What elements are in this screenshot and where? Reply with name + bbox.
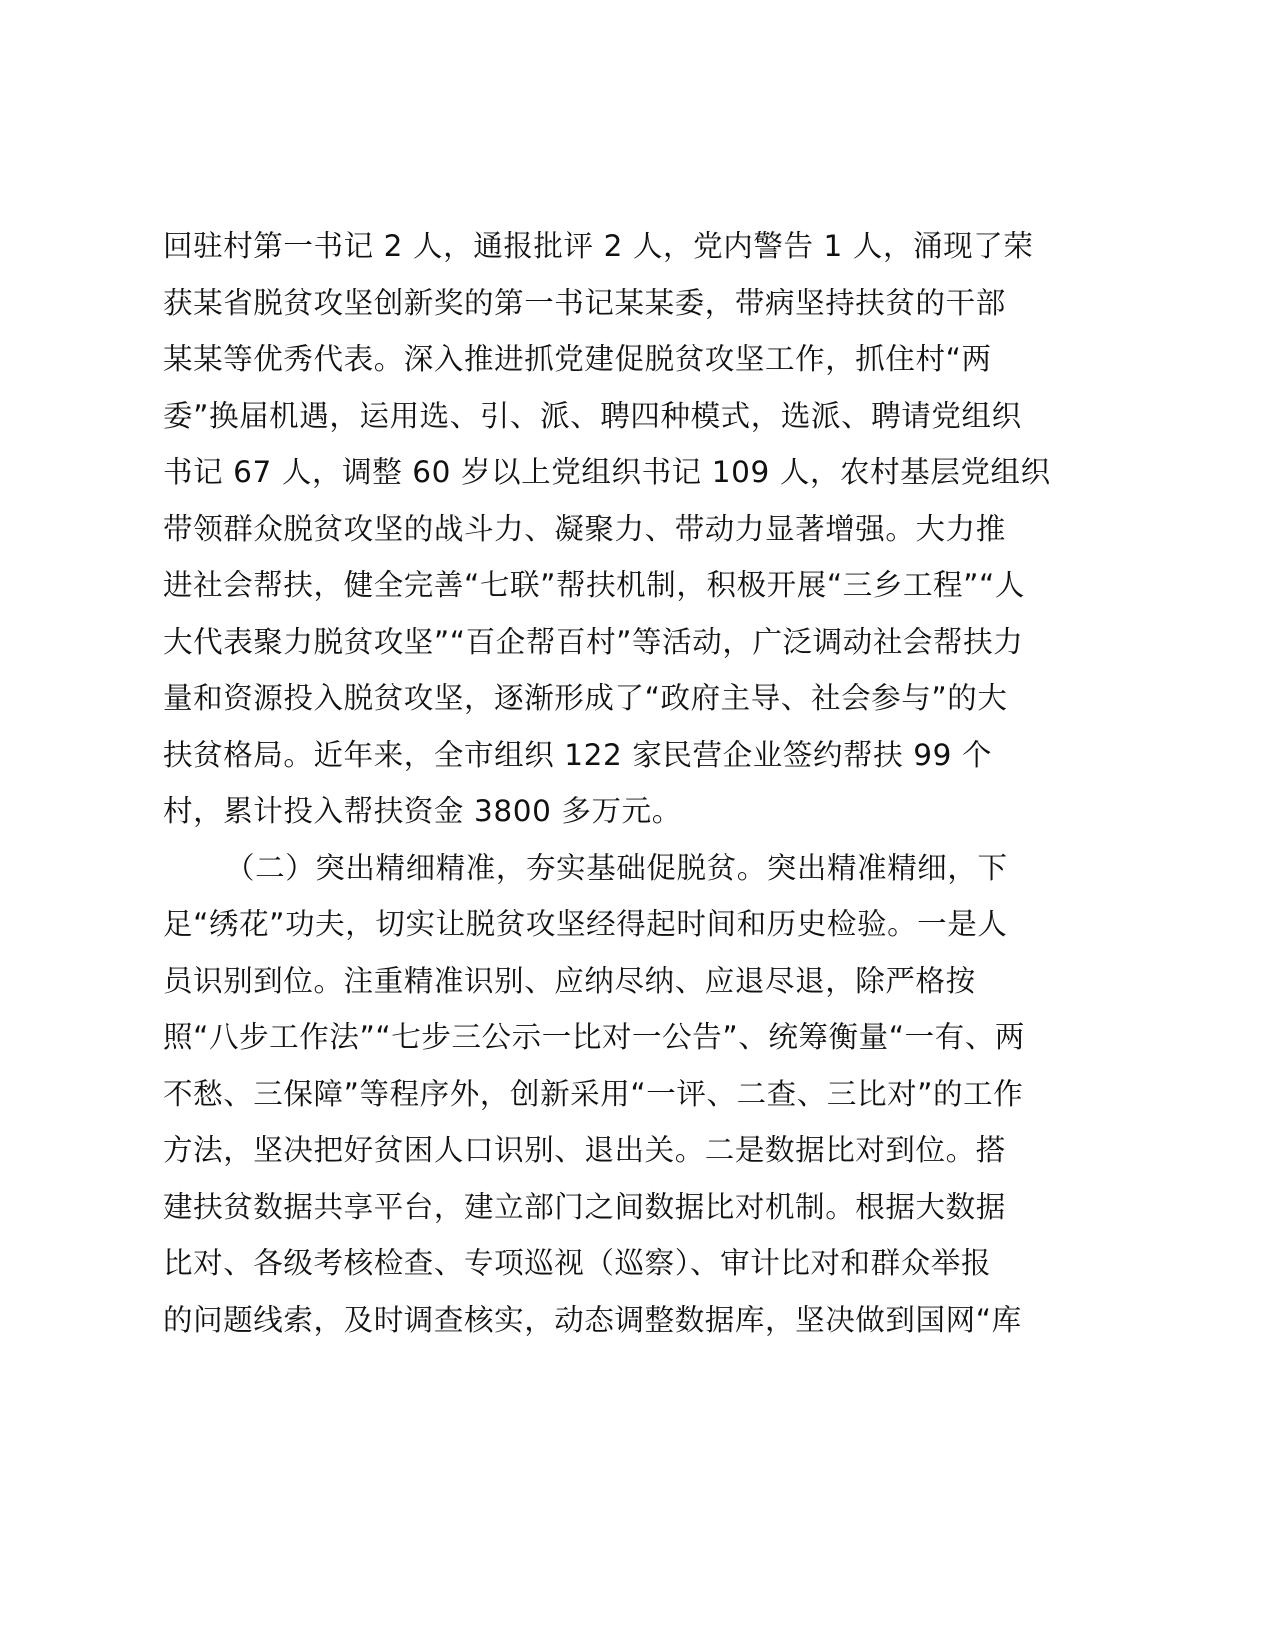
text-line: 不愁、三保障”等程序外，创新采用“一评、二查、三比对”的工作 bbox=[163, 1076, 1024, 1111]
text-line: 带领群众脱贫攻坚的战斗力、凝聚力、带动力显著增强。大力推 bbox=[163, 511, 1006, 546]
text-line: 比对、各级考核检查、专项巡视（巡察）、审计比对和群众举报 bbox=[163, 1246, 992, 1280]
text-line: 获某省脱贫攻坚创新奖的第一书记某某委，带病坚持扶贫的干部 bbox=[163, 285, 1006, 320]
text-line: 回驻村第一书记 2 人，通报批评 2 人，党内警告 1 人，涌现了荣 bbox=[163, 229, 1034, 263]
text-line: 扶贫格局。近年来，全市组织 122 家民营企业签约帮扶 99 个 bbox=[163, 737, 993, 772]
text-line: 员识别到位。注重精准识别、应纳尽纳、应退尽退，除严格按 bbox=[163, 963, 976, 998]
text-line: 委”换届机遇，运用选、引、派、聘四种模式，选派、聘请党组织 bbox=[163, 398, 1022, 433]
text-line: 足“绣花”功夫，切实让脱贫攻坚经得起时间和历史检验。一是人 bbox=[163, 907, 1008, 941]
text-line: 照“八步工作法”“七步三公示一比对一公告”、统筹衡量“一有、两 bbox=[163, 1020, 1026, 1054]
text-line: 量和资源投入脱贫攻坚，逐渐形成了“政府主导、社会参与”的大 bbox=[163, 681, 1008, 715]
text-line: 某某等优秀代表。深入推进抓党建促脱贫攻坚工作，抓住村“两 bbox=[163, 342, 992, 376]
text-line: 村，累计投入帮扶资金 3800 多万元。 bbox=[163, 794, 682, 828]
text-line: 方法，坚决把好贫困人口识别、退出关。二是数据比对到位。搭 bbox=[163, 1133, 1006, 1167]
body-text bbox=[163, 218, 1123, 1348]
text-line: 建扶贫数据共享平台，建立部门之间数据比对机制。根据大数据 bbox=[163, 1189, 1006, 1224]
text-line: 进社会帮扶，健全完善“七联”帮扶机制，积极开展“三乡工程”“人 bbox=[163, 568, 1026, 602]
section-heading-line: （二）突出精细精准，夯实基础促脱贫。突出精准精细，下 bbox=[225, 850, 1008, 885]
text-line: 大代表聚力脱贫攻坚”“百企帮百村”等活动，广泛调动社会帮扶力 bbox=[163, 624, 1024, 659]
text-line: 的问题线索，及时调查核实，动态调整数据库，坚决做到国网“库 bbox=[163, 1302, 1022, 1337]
text-line: 书记 67 人，调整 60 岁以上党组织书记 109 人，农村基层党组织 bbox=[163, 455, 1051, 489]
